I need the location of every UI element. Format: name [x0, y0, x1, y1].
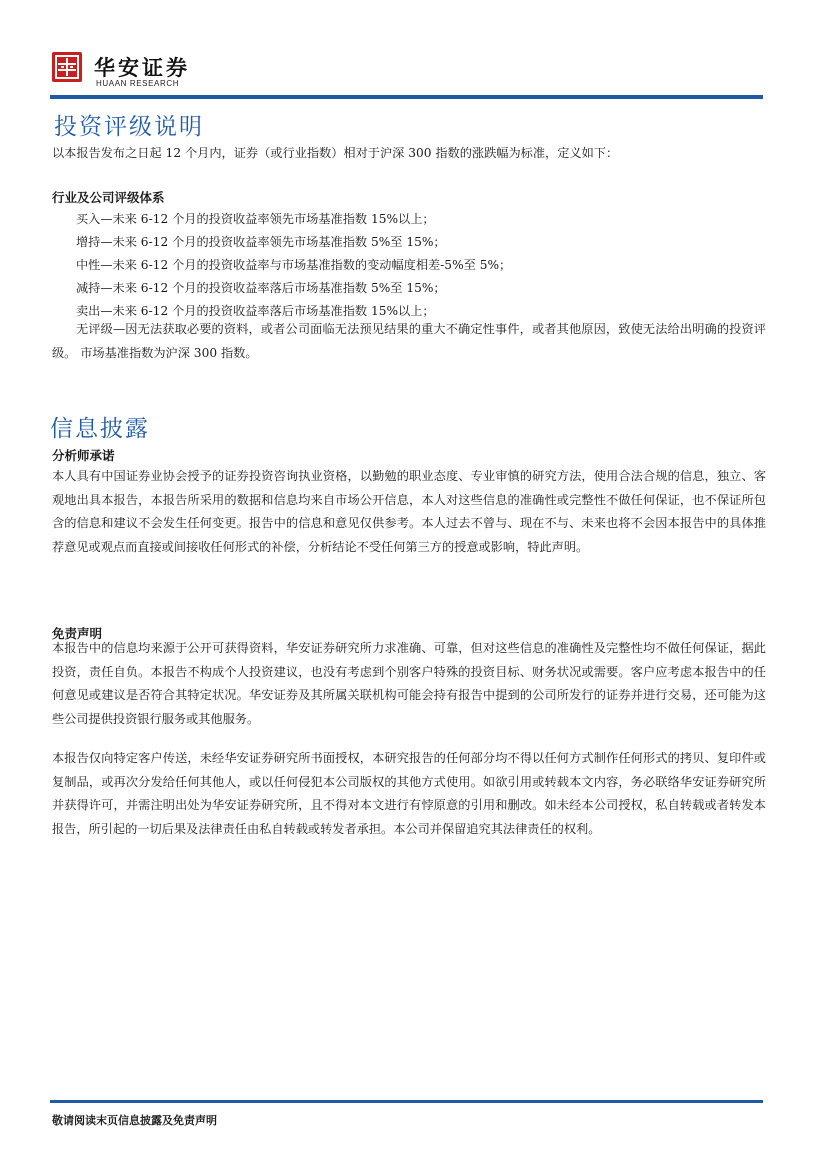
rating-intro: 以本报告发布之日起 12 个月内，证券（或行业指数）相对于沪深 300 指数的涨跌幅为标准，定义如下：: [52, 146, 619, 160]
rating-item-buy: 买入—未来 6-12 个月的投资收益率领先市场基准指数 15%以上；: [76, 212, 435, 226]
rating-item-neutral: 中性—未来 6-12 个月的投资收益率与市场基准指数的变动幅度相差-5%至 5%；: [76, 258, 512, 272]
footer-note: 敬请阅读末页信息披露及免责声明: [52, 1114, 217, 1127]
rating-no-rating: 无评级—因无法获取必要的资料，或者公司面临无法预见结果的重大不确定性事件，或者其他原因，致使无法给出明确的投资评级。 市场基准指数为沪深 300 指数。: [52, 322, 766, 360]
rating-item-underweight: 减持—未来 6-12 个月的投资收益率落后市场基准指数 5%至 15%；: [76, 281, 446, 295]
rating-list: [76, 208, 511, 323]
header-divider: [50, 95, 763, 99]
analyst-commitment-text: 本人具有中国证券业协会授予的证券投资咨询执业资格，以勤勉的职业态度、专业审慎的研究方法，使用合法合规的信息，独立、客观地出具本报告，本报告所采用的数据和信息均来自市场公开信息，本人对这些信息的准确性或完整性不做任何保证，也不保证所包含的信息和建议不会发生任何变更。报告中的信息和意见仅供参考。本人过去不曾与、现在不与、未来也将不会因本报告中的具体推荐意见或观点而直接或间接收任何形式的补偿，分析结论不受任何第三方的授意或影响，特此声明。: [52, 469, 766, 554]
rating-item-overweight: 增持—未来 6-12 个月的投资收益率领先市场基准指数 5%至 15%；: [76, 235, 446, 249]
company-logo: [52, 52, 82, 82]
disclaimer-paragraph-2: 本报告仅向特定客户传送，未经华安证券研究所书面授权，本研究报告的任何部分均不得以任何方式制作任何形式的拷贝、复印件或复制品，或再次分发给任何其他人，或以任何侵犯本公司版权的其他方式使用。如欲引用或转载本文内容，务必联络华安证券研究所并获得许可，并需注明出处为华安证券研究所，且不得对本文进行有悖原意的引用和删改。如未经本公司授权，私自转载或者转发本报告，所引起的一切后果及法律责任由私自转载或转发者承担。本公司并保留追究其法律责任的权利。: [52, 751, 766, 836]
footer-divider: [50, 1100, 763, 1103]
analyst-commitment-title: 分析师承诺: [52, 448, 115, 463]
brand-name-cn: 华安证券: [94, 55, 190, 80]
disclaimer-paragraph-1: 本报告中的信息均来源于公开可获得资料，华安证券研究所力求准确、可靠，但对这些信息的准确性及完整性均不做任何保证，据此投资，责任自负。本报告不构成个人投资建议，也没有考虑到个别客户特殊的投资目标、财务状况或需要。客户应考虑本报告中的任何意见或建议是否符合其特定状况。华安证券及其所属关联机构可能会持有报告中提到的公司所发行的证券并进行交易，还可能为这些公司提供投资银行服务或其他服务。: [52, 641, 766, 726]
rating-item-sell: 卖出—未来 6-12 个月的投资收益率落后市场基准指数 15%以上；: [76, 304, 435, 318]
rating-section-title: 投资评级说明: [54, 114, 204, 140]
rating-system-title: 行业及公司评级体系: [52, 190, 165, 205]
logo-seal-icon: [52, 52, 82, 82]
disclaimer-title: 免责声明: [52, 626, 103, 641]
brand-name-en: HUAAN RESEARCH: [96, 79, 180, 88]
disclosure-section-title: 信息披露: [50, 416, 150, 442]
